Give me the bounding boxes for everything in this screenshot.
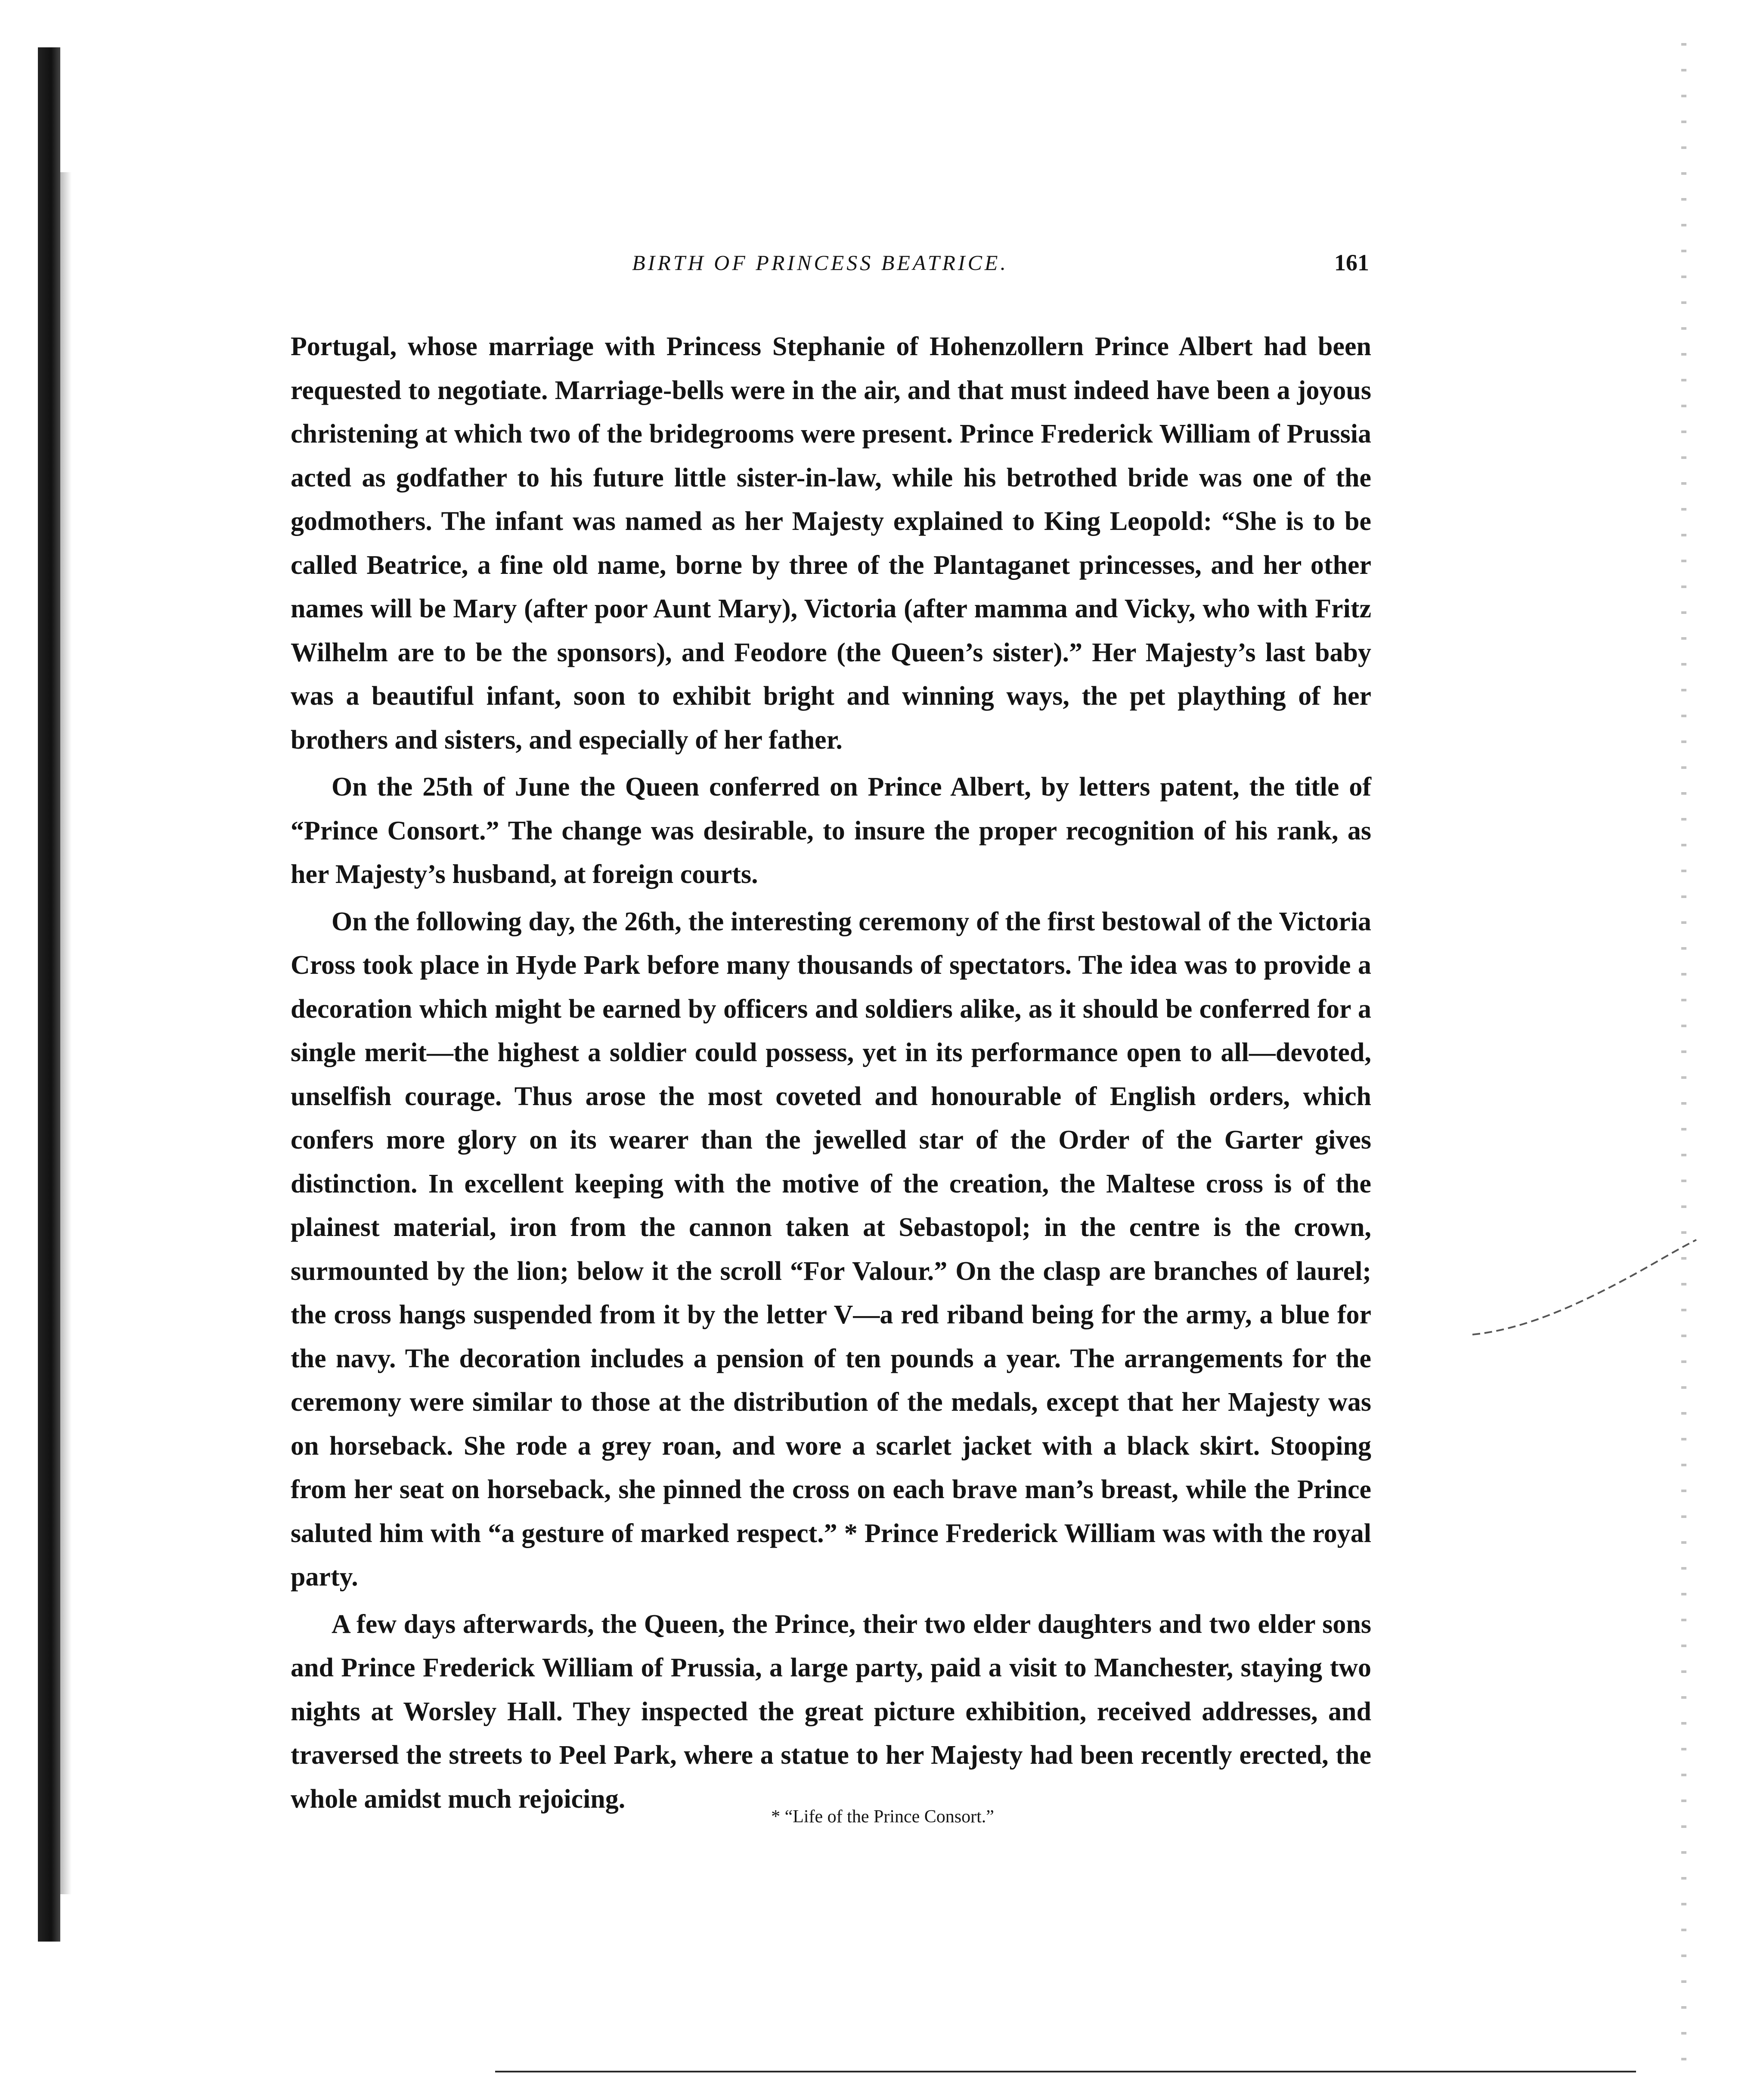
paragraph-3: On the following day, the 26th, the interesting ceremony of the first bestowal of the Victoria Cross took place in Hyde Park before many thousands of spectators. The idea was to provide a decoration which might be earned by officers and soldiers alike, as it should be conferred for a single merit—the highest a soldier could possess, yet in its performance open to all—devoted, unselfish courage. Thus arose the most coveted and honourable of English orders, which confers more glory on its wearer than the jewelled star of the Order of the Garter gives distinction. In excellent keeping with the motive of the creation, the Maltese cross is of the plainest material, iron from the cannon taken at Sebastopol; in the centre is the crown, surmounted by the lion; below it the scroll “For Valour.” On the clasp are branches of laurel; the cross hangs suspended from it by the letter V—a red riband being for the army, a blue for the navy. The decoration includes a pension of ten pounds a year. The arrangements for the ceremony were similar to those at the distribution of the medals, except that her Majesty was on horseback. She rode a grey roan, and wore a scarlet jacket with a black skirt. Stooping from her seat on horseback, she pinned the cross on each brave man’s breast, while the Prince saluted him with “a gesture of marked respect.” * Prince Frederick William was with the royal party.: [291, 907, 1371, 1592]
paragraph-2: On the 25th of June the Queen conferred on Prince Albert, by letters patent, the title of “Prince Consort.” The change was desirable, to insure the proper recognition of his rank, as her Majesty’s husband, at foreign courts.: [291, 772, 1371, 889]
page-number: 161: [1334, 250, 1369, 276]
bottom-rule: [495, 2071, 1636, 2072]
page-binding-shadow: [38, 47, 60, 1942]
body-text: [291, 325, 1371, 1824]
running-title: BIRTH OF PRINCESS BEATRICE.: [632, 251, 1008, 275]
paragraph-1: Portugal, whose marriage with Princess Stephanie of Hohenzollern Prince Albert had been requested to negotiate. Marriage-bells were in the air, and that must indeed have been a joyous christening at which two of the bridegrooms were present. Prince Frederick William of Prussia acted as godfather to his future little sister-in-law, while his betrothed bride was one of the godmothers. The infant was named as her Majesty explained to King Leopold: “She is to be called Beatrice, a fine old name, borne by three of the Plantaganet princesses, and her other names will be Mary (after poor Aunt Mary), Victoria (after mamma and Vicky, who with Fritz Wilhelm are to be the sponsors), and Feodore (the Queen’s sister).” Her Majesty’s last baby was a beautiful infant, soon to exhibit bright and winning ways, the pet plaything of her brothers and sisters, and especially of her father.: [291, 332, 1371, 755]
right-edge-speckle: [1681, 43, 1686, 2066]
page-header: [0, 241, 1751, 284]
binding-fade: [60, 172, 71, 1894]
paragraph-4: A few days afterwards, the Queen, the Prince, their two elder daughters and two elder sons and Prince Frederick William of Prussia, a large party, paid a visit to Manchester, staying two nights at Worsley Hall. They inspected the great picture exhibition, received addresses, and traversed the streets to Peel Park, where a statue to her Majesty had been recently erected, the whole amidst much rejoicing.: [291, 1609, 1371, 1814]
pencil-curve-mark: [1464, 1205, 1705, 1360]
footnote: * “Life of the Prince Consort.”: [771, 1807, 994, 1827]
